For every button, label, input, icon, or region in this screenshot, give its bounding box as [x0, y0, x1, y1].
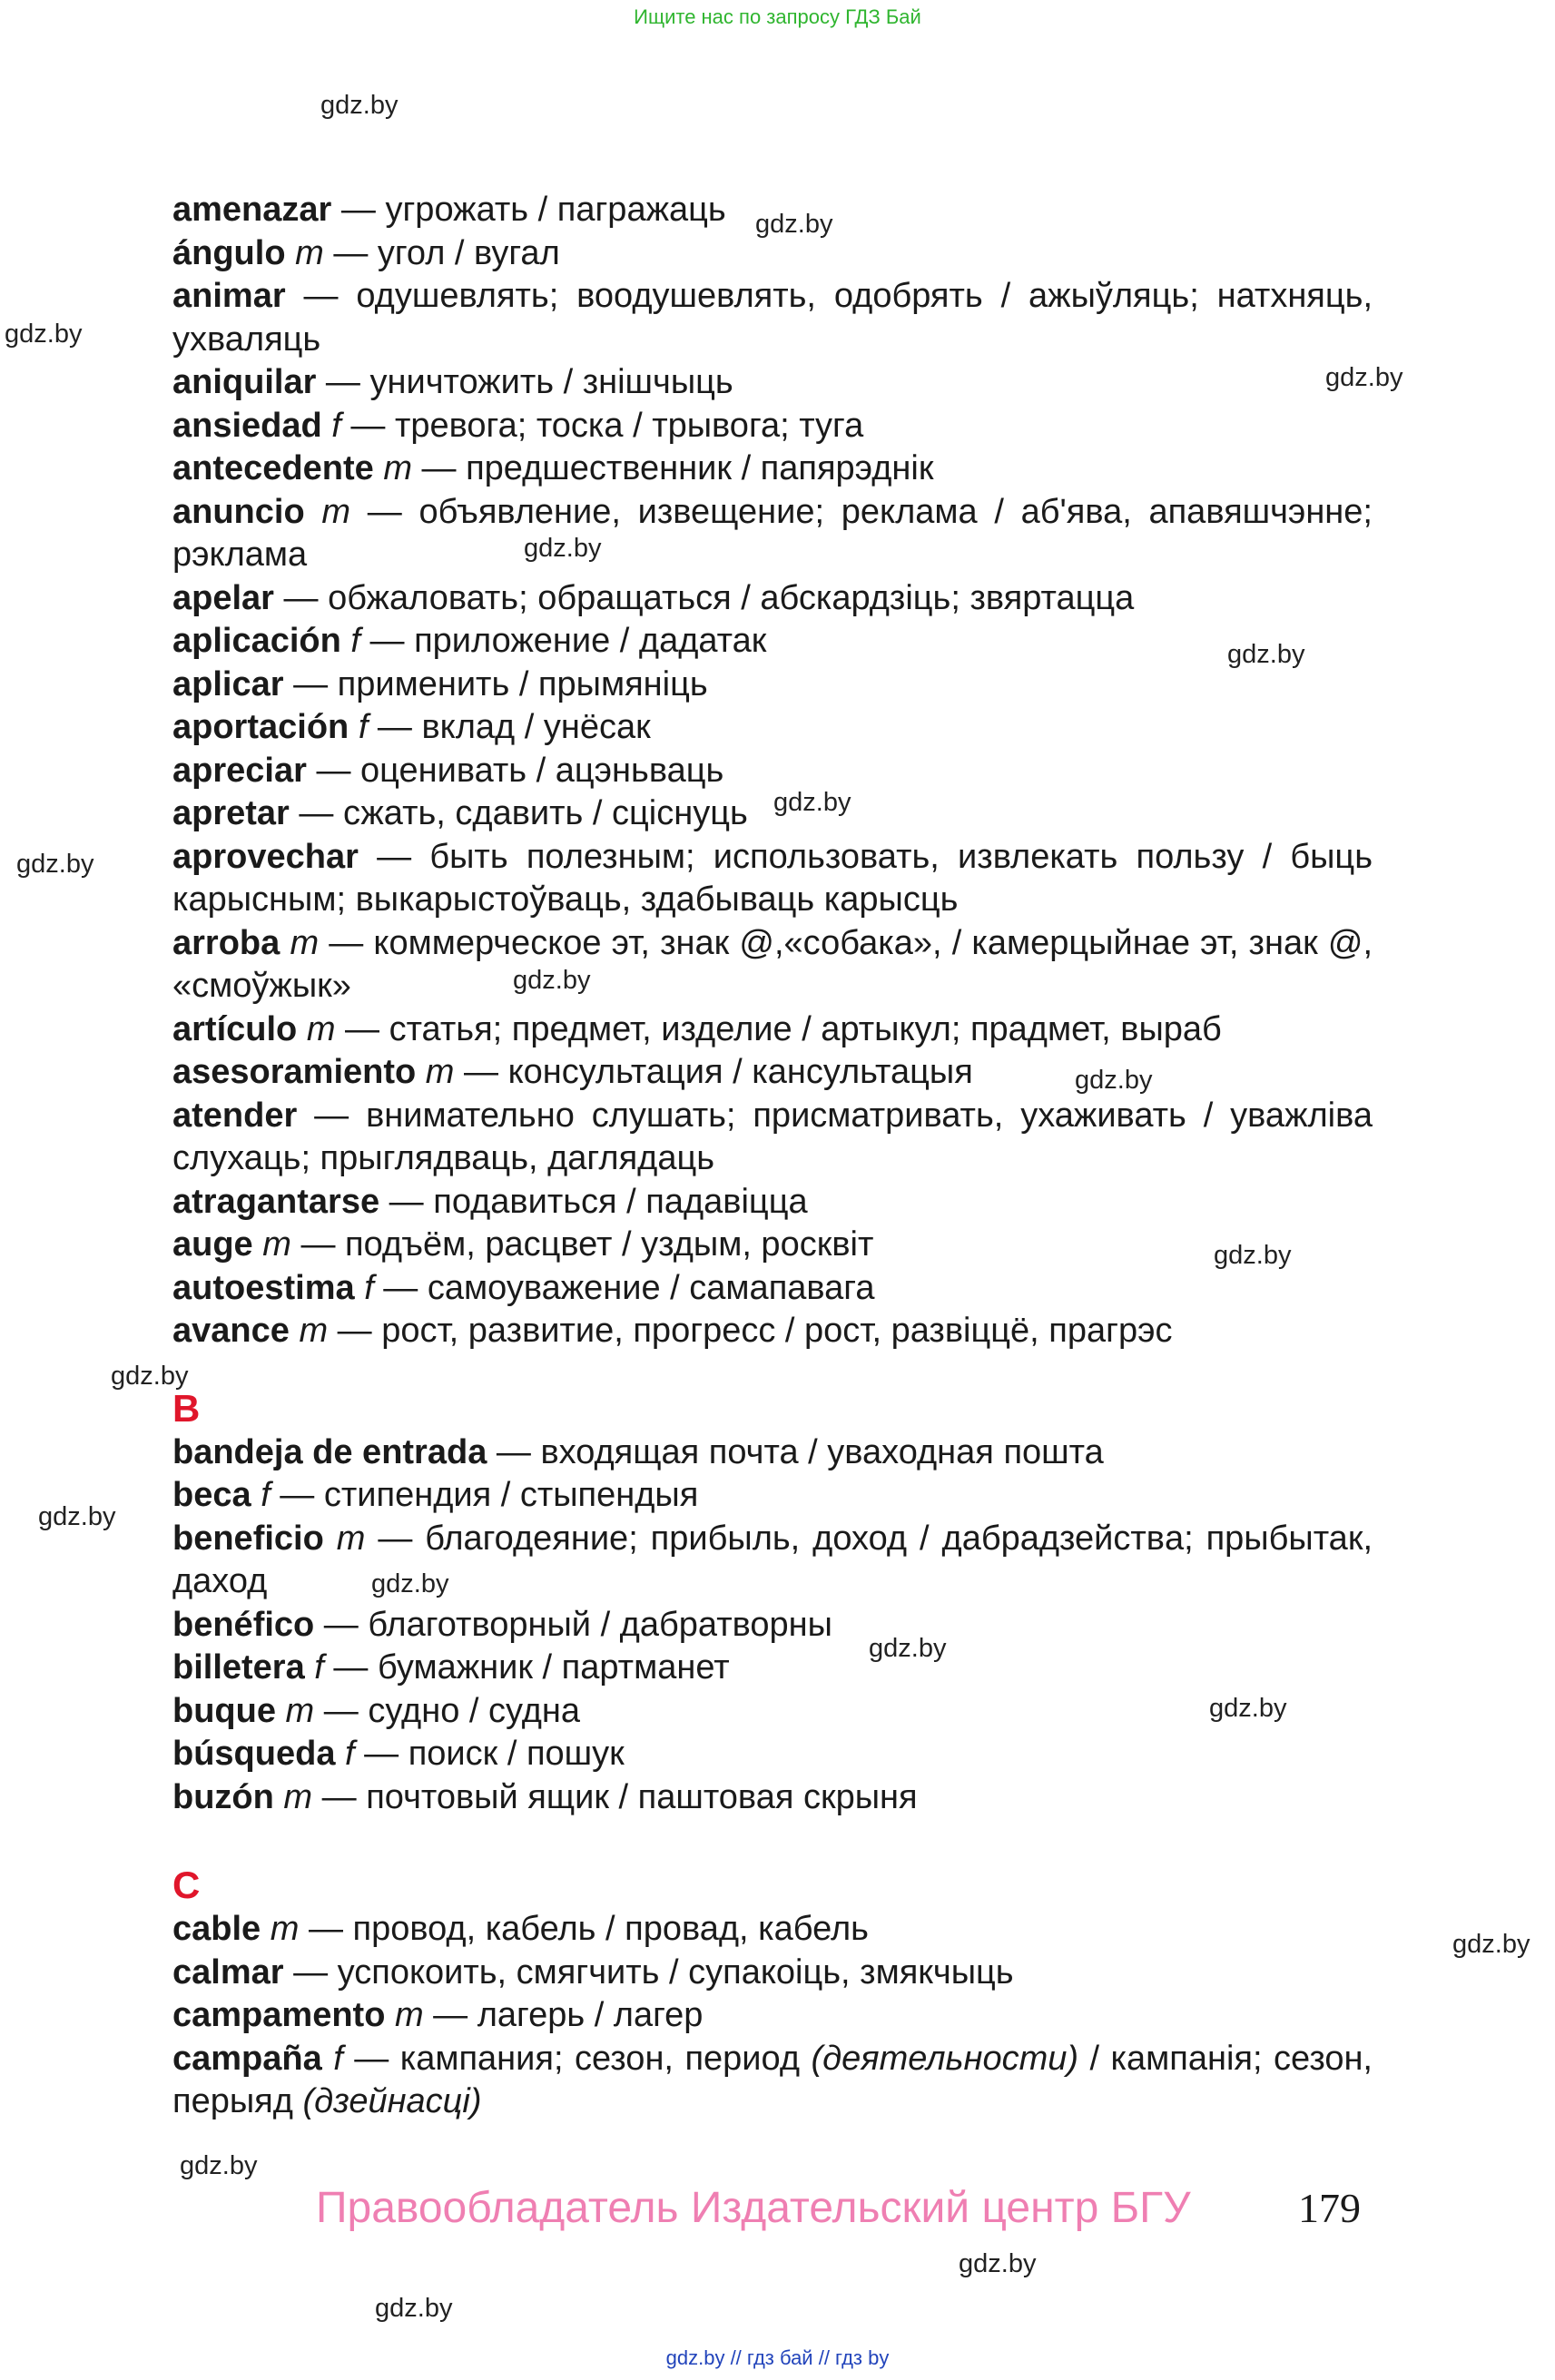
headword: aplicar — [172, 664, 284, 703]
dictionary-entry — [172, 922, 1373, 1008]
headword: artículo — [172, 1009, 298, 1048]
gender-marker: m — [336, 1519, 366, 1558]
watermark: gdz.by — [1227, 640, 1305, 669]
watermark: gdz.by — [773, 788, 851, 817]
gender-marker: f — [333, 2039, 343, 2078]
headword: amenazar — [172, 191, 332, 229]
headword: beneficio — [172, 1519, 324, 1558]
definition: — благотворный / дабратворны — [314, 1605, 832, 1644]
dictionary-entry — [172, 1690, 1373, 1734]
definition: — судно / судна — [314, 1691, 581, 1730]
definition: — тревога; тоска / трывога; туга — [340, 406, 864, 445]
watermark: gdz.by — [320, 91, 399, 120]
headword: autoestima — [172, 1268, 355, 1307]
definition: — поиск / пошук — [354, 1735, 625, 1773]
watermark: gdz.by — [513, 966, 591, 995]
definition: — быть полезным; использовать, извлекать пользу / быць карысным; выкарыстоўваць, здабываць карысць — [172, 837, 1373, 919]
watermark: gdz.by — [959, 2249, 1037, 2278]
headword: benéfico — [172, 1605, 315, 1644]
gender-marker: f — [350, 622, 360, 660]
dictionary-entry — [172, 1474, 1373, 1518]
headword: aprovechar — [172, 837, 359, 876]
definition: / кампанія; сезон, перыяд — [172, 2039, 1373, 2120]
gender-marker: m — [270, 1910, 300, 1948]
headword: buque — [172, 1691, 276, 1730]
section-letter: B — [172, 1386, 201, 1430]
dictionary-entry — [172, 275, 1373, 361]
watermark: gdz.by — [1325, 363, 1403, 392]
watermark: gdz.by — [111, 1362, 189, 1391]
dictionary-entry — [172, 1267, 1373, 1311]
definition: — почтовый ящик / паштовая скрыня — [312, 1777, 918, 1816]
gender-marker: m — [299, 1312, 329, 1350]
bottom-links[interactable]: gdz.by // гдз бай // гдз by — [665, 2346, 890, 2369]
definition: — входящая почта / уваходная пошта — [487, 1432, 1104, 1471]
definition: — подавиться / падавіцца — [379, 1182, 808, 1221]
definition: — угрожать / пагражаць — [331, 191, 726, 229]
dictionary-entry — [172, 189, 1373, 232]
dictionary-entry — [172, 447, 1373, 491]
headword: bandeja de entrada — [172, 1432, 487, 1471]
gender-marker: m — [306, 1009, 336, 1048]
dictionary-entry — [172, 1008, 1373, 1052]
dictionary-entry — [172, 1051, 1373, 1095]
watermark: gdz.by — [38, 1502, 116, 1531]
definition: — лагерь / лагер — [423, 1996, 704, 2034]
headword: apretar — [172, 794, 290, 832]
watermark: gdz.by — [1214, 1241, 1292, 1270]
dictionary-entry — [172, 232, 1373, 276]
definition-note: (деятельности) — [811, 2039, 1079, 2078]
dictionary-entry — [172, 620, 1373, 664]
definition: — внимательно слушать; присматривать, ухаживать / уважліва слухаць; прыглядваць, даглядаць — [172, 1096, 1373, 1177]
headword: anuncio — [172, 492, 305, 531]
headword: aportación — [172, 708, 349, 746]
watermark: gdz.by — [5, 320, 83, 349]
headword: atender — [172, 1096, 298, 1135]
watermark: gdz.by — [375, 2294, 453, 2323]
gender-marker: f — [331, 406, 341, 445]
gender-marker: f — [364, 1268, 374, 1307]
dictionary-entry — [172, 491, 1373, 577]
dictionary-entry — [172, 2038, 1373, 2124]
gender-marker: m — [425, 1053, 455, 1091]
dictionary-entry — [172, 1431, 1373, 1475]
definition: — подъём, расцвет / уздым, росквіт — [290, 1225, 874, 1264]
definition: — благодеяние; прибыль, доход / дабрадзействa; прыбытак, даход — [172, 1519, 1373, 1600]
gender-marker: m — [290, 923, 320, 962]
dictionary-entry — [172, 1952, 1373, 1995]
gender-marker: m — [283, 1777, 313, 1816]
headword: campaña — [172, 2039, 322, 2078]
definition: — предшественник / папярэднік — [411, 449, 934, 487]
headword: cable — [172, 1910, 261, 1948]
definition-note: (дзейнасці) — [302, 2082, 482, 2120]
dictionary-entry — [172, 1310, 1373, 1353]
definition: — успокоить, смягчить / супакоіць, змякчыць — [283, 1952, 1014, 1992]
headword: apreciar — [172, 751, 307, 790]
dictionary-section-a — [172, 189, 1373, 1353]
definition: — применить / прымяніць — [283, 664, 708, 703]
dictionary-entry — [172, 836, 1373, 922]
headword: apelar — [172, 578, 274, 617]
watermark: gdz.by — [16, 850, 94, 879]
headword: auge — [172, 1225, 253, 1264]
headword: atragantarse — [172, 1182, 380, 1221]
headword: antecedente — [172, 449, 374, 487]
dictionary-entry — [172, 577, 1373, 621]
headword: asesoramiento — [172, 1053, 417, 1091]
gender-marker: m — [383, 449, 412, 487]
dictionary-entry — [172, 750, 1373, 793]
watermark: gdz.by — [1209, 1694, 1287, 1723]
dictionary-entry — [172, 1733, 1373, 1776]
definition: — угол / вугал — [323, 233, 560, 272]
dictionary-entry — [172, 1776, 1373, 1820]
definition: — объявление, извещение; реклама / аб'ява, апавяшчэнне; рэклама — [172, 492, 1373, 574]
section-letter: C — [172, 1864, 201, 1906]
dictionary-entry — [172, 405, 1373, 448]
watermark: gdz.by — [180, 2151, 258, 2180]
gender-marker: f — [345, 1735, 355, 1773]
dictionary-entry — [172, 1224, 1373, 1267]
definition: — статья; предмет, изделие / артыкул; прадмет, выраб — [335, 1009, 1222, 1048]
headword: animar — [172, 277, 286, 315]
dictionary-entry — [172, 1095, 1373, 1181]
watermark: gdz.by — [755, 210, 833, 239]
definition: — одушевлять; воодушевлять, одобрять / ажыўляць; натхняць, ухваляць — [172, 277, 1373, 359]
definition: — приложение / дадатак — [359, 622, 767, 660]
gender-marker: f — [314, 1648, 324, 1687]
definition: — бумажник / партманет — [323, 1648, 730, 1687]
headword: búsqueda — [172, 1735, 336, 1773]
page-number: 179 — [1298, 2185, 1361, 2231]
headword: aplicación — [172, 622, 341, 660]
watermark: gdz.by — [1452, 1930, 1530, 1959]
dictionary-section-b — [172, 1386, 1373, 1820]
dictionary-entry — [172, 1604, 1373, 1647]
top-banner[interactable]: Ищите нас по запросу ГДЗ Бай — [634, 5, 921, 28]
watermark: gdz.by — [371, 1569, 449, 1598]
definition: — рост, развитие, прогресс / рост, развіццё, прагрэс — [328, 1312, 1173, 1350]
definition: — самоуважение / самапавага — [373, 1268, 875, 1307]
definition: — обжаловать; обращаться / абскардзіць; звяртацца — [273, 578, 1135, 617]
headword: ansiedad — [172, 406, 322, 445]
headword: arroba — [172, 923, 280, 962]
definition: — провод, кабель / провад, кабель — [299, 1910, 869, 1948]
definition: — уничтожить / знішчыць — [316, 363, 733, 401]
definition: — коммерческое эт, знак @,«собака», / камерцыйнае эт, знак @, «смоўжык» — [172, 923, 1373, 1005]
definition: — консультация / кансультацыя — [454, 1053, 973, 1091]
headword: aniquilar — [172, 363, 317, 401]
headword: billetera — [172, 1648, 305, 1687]
definition: — сжать, сдавить / сціснуць — [289, 794, 748, 832]
watermark: gdz.by — [524, 534, 602, 563]
dictionary-column — [172, 189, 1373, 2124]
dictionary-section-c — [172, 1863, 1373, 2124]
headword: buzón — [172, 1777, 274, 1816]
gender-marker: m — [321, 492, 351, 531]
watermark: gdz.by — [1075, 1066, 1153, 1095]
gender-marker: f — [261, 1476, 271, 1514]
dictionary-entry — [172, 792, 1373, 836]
dictionary-entry — [172, 1994, 1373, 2038]
dictionary-entry — [172, 706, 1373, 750]
copyright-notice: Правообладатель Издательский центр БГУ — [316, 2184, 1191, 2232]
definition: — оценивать / ацэньваць — [306, 751, 724, 790]
dictionary-entry — [172, 1518, 1373, 1604]
dictionary-entry — [172, 361, 1373, 405]
gender-marker: m — [285, 1691, 315, 1730]
headword: ángulo — [172, 233, 286, 272]
headword: calmar — [172, 1952, 284, 1992]
watermark: gdz.by — [869, 1634, 947, 1663]
dictionary-entry — [172, 1647, 1373, 1690]
definition: — стипендия / стыпендыя — [270, 1476, 699, 1514]
gender-marker: m — [394, 1996, 424, 2034]
dictionary-entry — [172, 1908, 1373, 1952]
gender-marker: f — [358, 708, 369, 746]
dictionary-entry — [172, 1181, 1373, 1224]
gender-marker: m — [295, 233, 324, 272]
headword: campamento — [172, 1996, 386, 2034]
headword: avance — [172, 1312, 290, 1350]
definition: — кампания; сезон, период — [342, 2039, 812, 2078]
headword: beca — [172, 1476, 251, 1514]
dictionary-entry — [172, 664, 1373, 707]
gender-marker: m — [262, 1225, 291, 1264]
definition: — вклад / унёсак — [368, 708, 651, 746]
